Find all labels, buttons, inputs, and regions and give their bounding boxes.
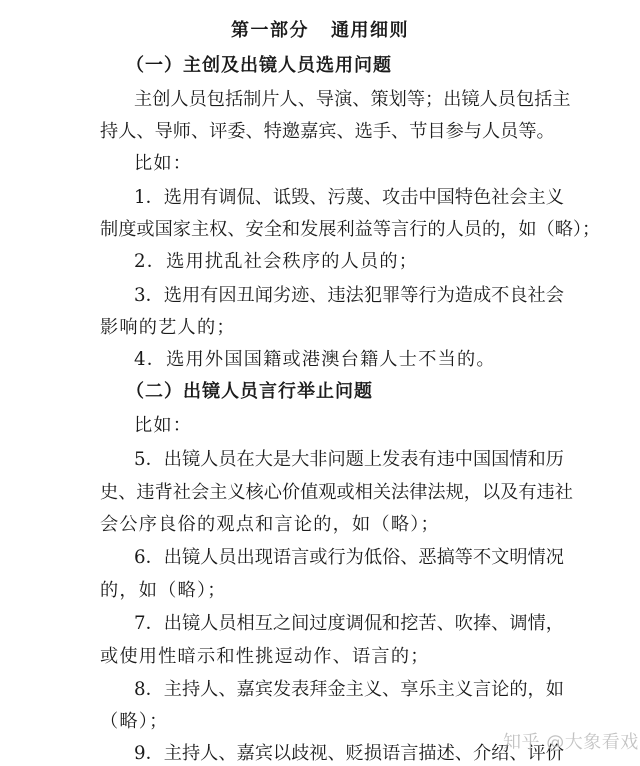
item-5-line-1: 5．出镜人员在大是大非问题上发表有违中国国情和历 bbox=[134, 449, 564, 470]
item-7-line-2: 或使用性暗示和性挑逗动作、语言的； bbox=[100, 646, 430, 667]
item-2-line-1: 2．选用扰乱社会秩序的人员的； bbox=[134, 251, 419, 272]
item-9-line-1: 9．主持人、嘉宾以歧视、贬损语言描述、介绍、评价 bbox=[134, 743, 564, 764]
item-3-line-2: 影响的艺人的； bbox=[100, 317, 236, 338]
section-1-example-label: 比如： bbox=[134, 153, 193, 174]
section-1-intro-line-1: 主创人员包括制片人、导演、策划等；出镜人员包括主 bbox=[134, 89, 571, 110]
item-1-line-2: 制度或国家主权、安全和发展利益等言行的人员的，如（略）； bbox=[100, 219, 601, 240]
item-6-line-1: 6．出镜人员出现语言或行为低俗、恶搞等不文明情况 bbox=[134, 547, 564, 568]
section-1-heading: （一）主创及出镜人员选用问题 bbox=[126, 55, 392, 76]
item-7-line-1: 7．出镜人员相互之间过度调侃和挖苦、吹捧、调情， bbox=[134, 613, 564, 634]
item-8-line-1: 8．主持人、嘉宾发表拜金主义、享乐主义言论的，如 bbox=[134, 679, 564, 700]
item-3-line-1: 3．选用有因丑闻劣迹、违法犯罪等行为造成不良社会 bbox=[134, 285, 564, 306]
title-part: 第一部分 bbox=[231, 20, 309, 41]
item-6-line-2: 的，如（略）； bbox=[100, 580, 227, 601]
item-1-line-1: 1．选用有调侃、诋毁、污蔑、攻击中国特色社会主义 bbox=[134, 187, 564, 208]
page-title bbox=[0, 19, 640, 43]
item-5-line-3: 会公序良俗的观点和言论的，如（略）； bbox=[100, 514, 440, 535]
item-8-line-2: （略）； bbox=[100, 711, 169, 732]
section-2-example-label: 比如： bbox=[134, 415, 193, 436]
section-2-heading: （二）出镜人员言行举止问题 bbox=[126, 381, 373, 402]
section-1-intro-line-2: 持人、导师、评委、特邀嘉宾、选手、节目参与人员等。 bbox=[100, 121, 555, 142]
watermark-text: 知乎 @大象看戏 bbox=[503, 732, 639, 753]
item-5-line-2: 史、违背社会主义核心价值观或相关法律法规，以及有违社 bbox=[100, 482, 573, 503]
title-name: 通用细则 bbox=[331, 20, 409, 41]
item-4-line-1: 4．选用外国国籍或港澳台籍人士不当的。 bbox=[134, 349, 496, 370]
